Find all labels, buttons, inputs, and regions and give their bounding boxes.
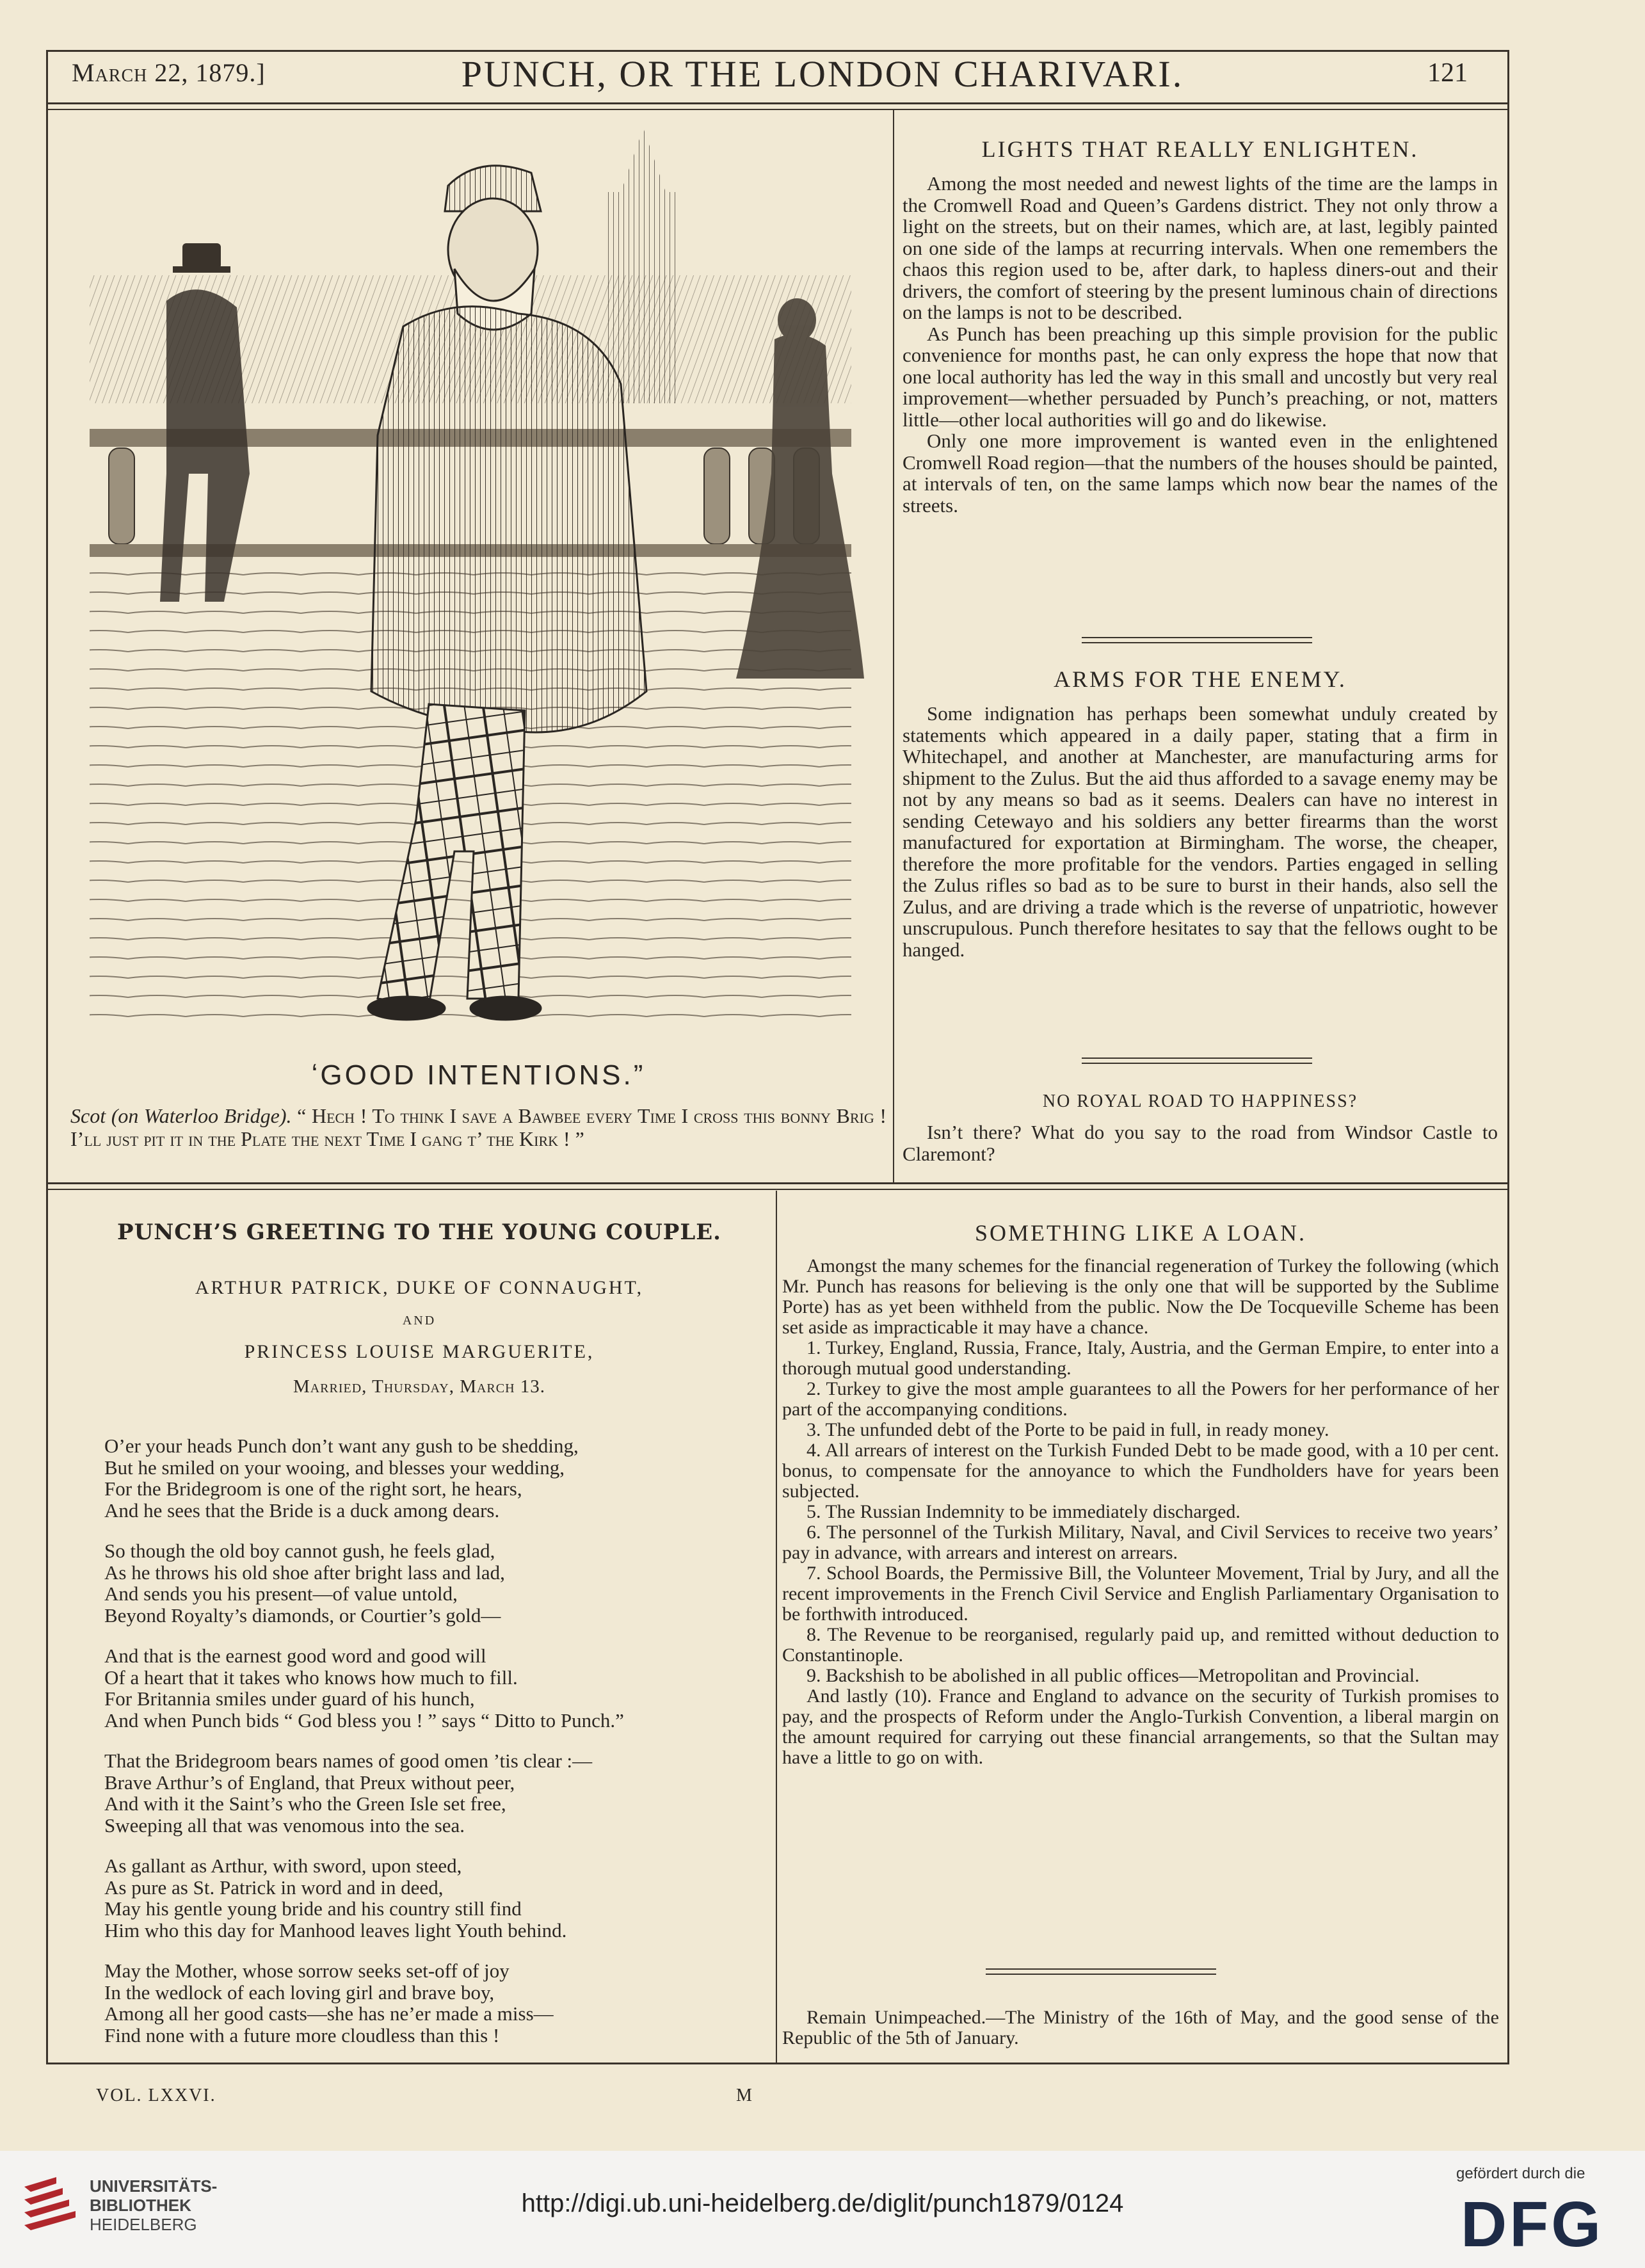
library-name-line: BIBLIOTHEK xyxy=(90,2196,191,2215)
loan-item: 6. The personnel of the Turkish Military, Naval, and Civil Services to receive two years’ pay in advance, with arrears and interest on arrears. xyxy=(782,1522,1499,1563)
header-rule-1 xyxy=(46,102,1509,104)
lights-paragraph-3: Only one more improvement is wanted even in the enlightened Cromwell Road region—that the numbers of the houses should be painted, at intervals of ten, on the same lamps which now bear the names of the streets. xyxy=(903,430,1498,517)
separator-rule xyxy=(1082,1063,1312,1064)
digitization-banner xyxy=(0,2151,1645,2268)
left-border-rule xyxy=(46,50,48,2064)
royal-road-heading: NO ROYAL ROAD TO HAPPINESS? xyxy=(1042,1091,1358,1111)
loan-item: 8. The Revenue to be reorganised, regularly paid up, and remitted without deduction to Constantinople. xyxy=(782,1624,1499,1666)
masthead-title: PUNCH, OR THE LONDON CHARIVARI. xyxy=(461,53,1184,95)
lower-column-divider xyxy=(776,1191,777,2063)
library-name-line: HEIDELBERG xyxy=(90,2215,197,2234)
signature-mark: M xyxy=(736,2086,753,2105)
separator-rule xyxy=(986,1968,1216,1970)
issue-date: March 22, 1879.] xyxy=(72,58,266,87)
poem-line: But he smiled on your wooing, and blesses your wedding, xyxy=(104,1456,565,1479)
right-border-rule xyxy=(1507,50,1509,2064)
poem-line: As he throws his old shoe after bright lass and lad, xyxy=(104,1561,505,1584)
poem-stanza xyxy=(80,1960,771,2046)
loan-item: And lastly (10). France and England to advance on the security of Turkish promises to pay, and the prospects of Reform under the Anglo-Turkish Convention, a liberal margin on the amount required for carrying out these financial arrangements, so that the Sultan may have a little to go on with. xyxy=(782,1685,1499,1768)
loan-item: 2. Turkey to give the most ample guarantees to all the Powers for her performance of her part of the accompanying conditions. xyxy=(782,1378,1499,1420)
cartoon-caption-body: “ Hech ! To think I save a Bawbee every Time I cross this bonny Brig ! I’ll just pit it in the Plate the next Time I gang t’ the Kirk ! ” xyxy=(70,1104,887,1150)
remain-article xyxy=(782,2007,1499,2048)
cartoon-caption xyxy=(70,1104,887,1150)
arms-heading: ARMS FOR THE ENEMY. xyxy=(1054,666,1347,692)
loan-item: 3. The unfunded debt of the Porte to be paid in full, in ready money. xyxy=(806,1419,1329,1440)
lights-article xyxy=(903,173,1498,516)
poem-stanza xyxy=(80,1540,771,1626)
permalink-url[interactable]: http://digi.ub.uni-heidelberg.de/diglit/punch1879/0124 xyxy=(521,2189,1124,2217)
poem-line: For Britannia smiles under guard of his hunch, xyxy=(104,1687,475,1710)
greeting-married-date: Married, Thursday, March 13. xyxy=(293,1376,546,1397)
poem-stanza xyxy=(80,1855,771,1941)
royal-road-article xyxy=(903,1122,1498,1164)
poem-line: O’er your heads Punch don’t want any gush to be shedding, xyxy=(104,1435,579,1457)
separator-rule xyxy=(1082,642,1312,643)
lights-paragraph-2: As Punch has been preaching up this simple provision for the public convenience for months past, he can only express the hope that now that one local authority has led the way in this small and uncostly but very real improvement—whether persuaded by Punch’s preaching, or not, matters little—other local authorities will go and do likewise. xyxy=(903,322,1498,431)
middle-rule-1 xyxy=(46,1182,1509,1184)
scot-on-bridge-engraving xyxy=(70,115,887,1063)
poem-line: Sweeping all that was venomous into the sea. xyxy=(104,1814,465,1837)
loan-item: 1. Turkey, England, Russia, France, Italy, Austria, and the German Empire, to enter into a thorough mutual good understanding. xyxy=(782,1337,1499,1379)
funded-by-label: gefördert durch die xyxy=(1456,2165,1585,2182)
middle-rule-2 xyxy=(46,1189,1509,1190)
poem-line: And with it the Saint’s who the Green Isle set free, xyxy=(104,1792,506,1815)
remain-paragraph: Remain Unimpeached.—The Ministry of the 16th of May, and the good sense of the Republic of the 5th of January. xyxy=(782,2007,1499,2048)
upper-column-divider xyxy=(893,110,894,1182)
poem-stanza xyxy=(80,1750,771,1836)
cartoon-caption-lead: Scot (on Waterloo Bridge). xyxy=(70,1104,292,1127)
greeting-and: AND xyxy=(402,1314,437,1328)
poem-line: And he sees that the Bride is a duck among dears. xyxy=(104,1499,500,1522)
poem-line: As pure as St. Patrick in word and in deed, xyxy=(104,1876,444,1899)
greeting-poem xyxy=(80,1435,771,2065)
separator-rule xyxy=(1082,637,1312,638)
poem-line: As gallant as Arthur, with sword, upon steed, xyxy=(104,1854,462,1877)
page-number: 121 xyxy=(1427,58,1468,88)
poem-line: Brave Arthur’s of England, that Preux without peer, xyxy=(104,1771,515,1794)
poem-line: And when Punch bids “ God bless you ! ” says “ Ditto to Punch.” xyxy=(104,1709,624,1732)
loan-article xyxy=(782,1256,1499,1768)
poem-line: May his gentle young bride and his country still find xyxy=(104,1897,522,1920)
poem-line: In the wedlock of each loving girl and brave boy, xyxy=(104,1981,495,2004)
volume-label: VOL. LXXVI. xyxy=(96,2086,216,2105)
separator-rule xyxy=(1082,1058,1312,1059)
lights-heading: LIGHTS THAT REALLY ENLIGHTEN. xyxy=(981,136,1419,162)
loan-item: 7. School Boards, the Permissive Bill, the Volunteer Movement, Trial by Jury, and all the recent improvements in the French Civil Service and English Parliamentary Organisation to be forthwith introduced. xyxy=(782,1563,1499,1625)
poem-line: Find none with a future more cloudless than this ! xyxy=(104,2023,500,2047)
loan-item: 9. Backshish to be abolished in all public offices—Metropolitan and Provincial. xyxy=(806,1665,1420,1686)
loan-item: 5. The Russian Indemnity to be immediately discharged. xyxy=(806,1501,1240,1522)
poem-line: May the Mother, whose sorrow seeks set-off of joy xyxy=(104,1959,510,1982)
lights-paragraph-1: Among the most needed and newest lights of the time are the lamps in the Cromwell Road and Queen’s Gardens district. They not only throw a light on the streets, but on their names, which are, at last, legibly painted on one side of the lamps at recurring intervals. When one remembers the chaos this region used to be, after dark, to hapless diners-out and their drivers, the comfort of steering by the present luminous chain of directions on the lamps is not to be described. xyxy=(903,172,1498,323)
royal-road-paragraph: Isn’t there? What do you say to the road from Windsor Castle to Claremont? xyxy=(903,1121,1498,1165)
cartoon-illustration xyxy=(70,115,887,1063)
poem-line: For the Bridegroom is one of the right sort, he hears, xyxy=(104,1477,522,1500)
poem-line: And that is the earnest good word and good will xyxy=(104,1645,486,1667)
arms-article xyxy=(903,703,1498,960)
poem-line: Of a heart that it takes who knows how much to fill. xyxy=(104,1666,518,1689)
dfg-logo: DFG xyxy=(1461,2189,1604,2260)
poem-line: So though the old boy cannot gush, he feels glad, xyxy=(104,1540,495,1562)
top-border-rule xyxy=(46,50,1509,52)
poem-line: Him who this day for Manhood leaves light Youth behind. xyxy=(104,1918,567,1942)
poem-line: Beyond Royalty’s diamonds, or Courtier’s gold— xyxy=(104,1604,501,1627)
poem-line: And sends you his present—of value untold, xyxy=(104,1582,458,1605)
poem-stanza xyxy=(80,1435,771,1521)
library-name-line: UNIVERSITÄTS- xyxy=(90,2176,218,2196)
cartoon-title: ʻGOOD INTENTIONS.” xyxy=(311,1059,646,1091)
poem-line: Among all her good casts—she has ne’er made a miss— xyxy=(104,2002,554,2025)
separator-rule xyxy=(986,1974,1216,1975)
greeting-name-1: ARTHUR PATRICK, DUKE OF CONNAUGHT, xyxy=(195,1277,644,1298)
poem-stanza xyxy=(80,1645,771,1731)
poem-line: That the Bridegroom bears names of good omen ’tis clear :— xyxy=(104,1749,593,1772)
loan-intro: Amongst the many schemes for the financial regeneration of Turkey the following (which Mr. Punch has reasons for believing is the only one that will be supported by the Sublime Porte) has as yet been withheld from the public. Now the De Tocqueville Scheme has been set aside as impracticable it may have a chance. xyxy=(782,1255,1499,1338)
header-rule-2 xyxy=(46,109,1509,110)
loan-item: 4. All arrears of interest on the Turkish Funded Debt to be made good, with a 10 per cent. bonus, to compensate for the annoyance to which the Fundholders have for years been subjected. xyxy=(782,1440,1499,1502)
greeting-name-2: PRINCESS LOUISE MARGUERITE, xyxy=(244,1341,595,1362)
greeting-heading: PUNCH’S GREETING TO THE YOUNG COUPLE. xyxy=(117,1219,721,1245)
loan-heading: SOMETHING LIKE A LOAN. xyxy=(975,1220,1306,1246)
arms-paragraph: Some indignation has perhaps been somewhat unduly created by statements which appeared in a daily paper, stating that a firm in Whitechapel, and another at Manchester, are manufacturing arms for shipment to the Zulus. But the aid thus afforded to a savage enemy may be not by any means so bad as it seems. Dealers can have no interest in sending Cetewayo and his soldiers any better firearms than the worst manufactured for exportation at Birmingham. The worse, the cheaper, therefore the more profitable for the vendors. Parties engaged in selling the Zulus rifles so bad as to be sure to burst in their hands, also sell the Zulus, and are driving a trade which is the reverse of unpatriotic, however unscrupulous. Punch therefore hesitates to say that the fellows ought to be hanged. xyxy=(903,702,1498,961)
